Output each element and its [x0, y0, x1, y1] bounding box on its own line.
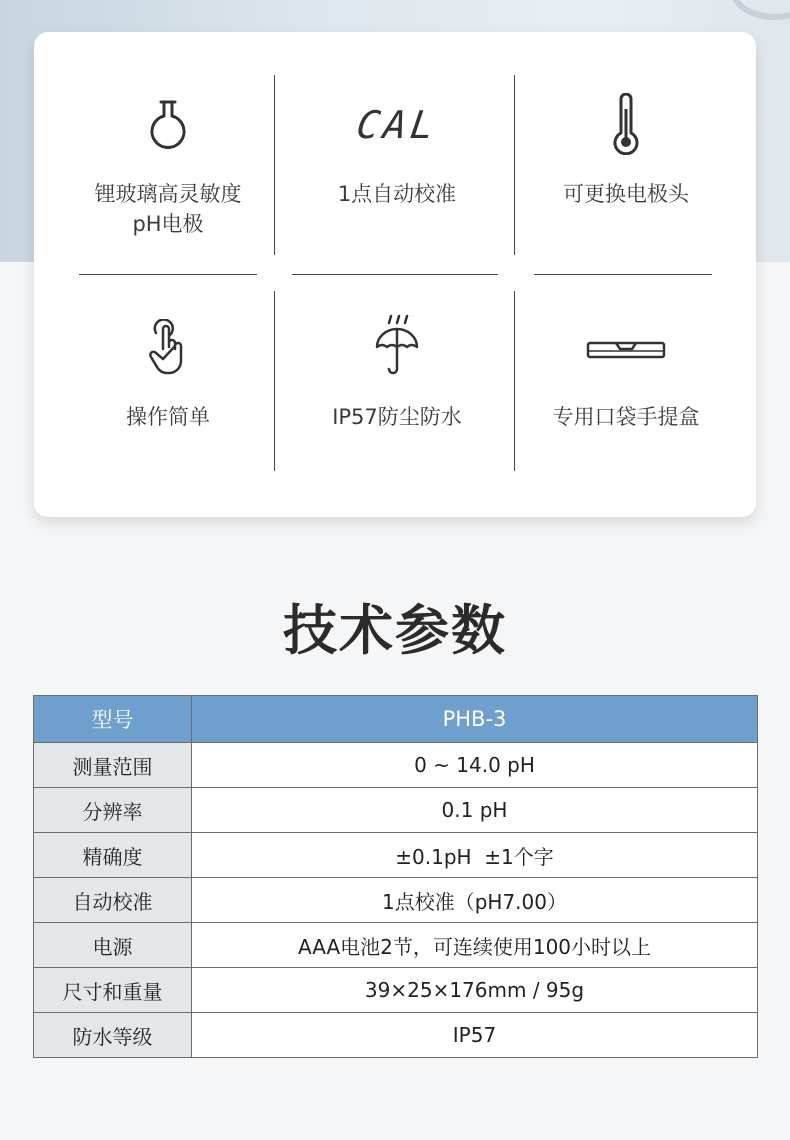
feature-label	[506, 179, 746, 209]
spec-key: 测量范围	[34, 743, 192, 788]
spec-key: 尺寸和重量	[34, 968, 192, 1013]
feature-carry-case	[506, 282, 746, 512]
table-header-value: PHB-3	[192, 696, 758, 743]
feature-auto-calibration	[277, 32, 517, 272]
section-title: 技术参数	[283, 599, 507, 662]
spec-key: 精确度	[34, 833, 192, 878]
table-row	[34, 833, 758, 878]
spec-value: AAA电池2节，可连续使用100小时以上	[192, 923, 758, 968]
feature-label-line1: 专用口袋手提盒	[552, 405, 700, 429]
feature-replaceable-electrode	[506, 32, 746, 272]
spec-table	[33, 695, 758, 1058]
feature-label-line2: pH电极	[132, 212, 204, 236]
feature-label	[277, 179, 517, 209]
feature-label-line1: 锂玻璃高灵敏度	[94, 182, 242, 206]
table-row	[34, 878, 758, 923]
divider-vertical	[514, 75, 515, 255]
feature-label-line1: 1点自动校准	[337, 182, 457, 206]
table-row	[34, 743, 758, 788]
flask-icon	[143, 96, 193, 156]
spec-value: ±0.1pH ±1个字	[192, 833, 758, 878]
feature-ph-electrode	[48, 32, 288, 272]
divider-horizontal	[534, 274, 712, 275]
divider-vertical	[274, 75, 275, 255]
spec-key: 电源	[34, 923, 192, 968]
touch-hand-icon	[146, 318, 190, 378]
cal-display-text: CAL	[353, 103, 441, 147]
spec-key: 自动校准	[34, 878, 192, 923]
feature-label-line1: 可更换电极头	[563, 182, 689, 206]
divider-horizontal	[292, 274, 498, 275]
spec-value: 1点校准（pH7.00）	[192, 878, 758, 923]
spec-key: 分辨率	[34, 788, 192, 833]
spec-value: 0.1 pH	[192, 788, 758, 833]
cal-display-icon	[337, 102, 457, 148]
feature-label	[277, 402, 517, 432]
spec-value: IP57	[192, 1013, 758, 1058]
feature-label	[506, 402, 746, 432]
spec-key: 防水等级	[34, 1013, 192, 1058]
table-row	[34, 1013, 758, 1058]
umbrella-rain-icon	[372, 312, 422, 378]
table-header-key: 型号	[34, 696, 192, 743]
feature-label	[48, 402, 288, 432]
spec-value: 0 ~ 14.0 pH	[192, 743, 758, 788]
table-row	[34, 923, 758, 968]
feature-label	[48, 179, 288, 239]
feature-label-line1: IP57防尘防水	[332, 405, 462, 429]
carry-case-icon	[584, 338, 668, 362]
divider-horizontal	[79, 274, 257, 275]
spec-value: 39×25×176mm / 95g	[192, 968, 758, 1013]
table-row	[34, 788, 758, 833]
thermometer-icon	[606, 92, 646, 156]
table-header-row	[34, 696, 758, 743]
features-card	[34, 32, 756, 517]
feature-label-line1: 操作简单	[126, 405, 210, 429]
feature-easy-operation	[48, 282, 288, 512]
feature-waterproof	[277, 282, 517, 512]
table-row	[34, 968, 758, 1013]
